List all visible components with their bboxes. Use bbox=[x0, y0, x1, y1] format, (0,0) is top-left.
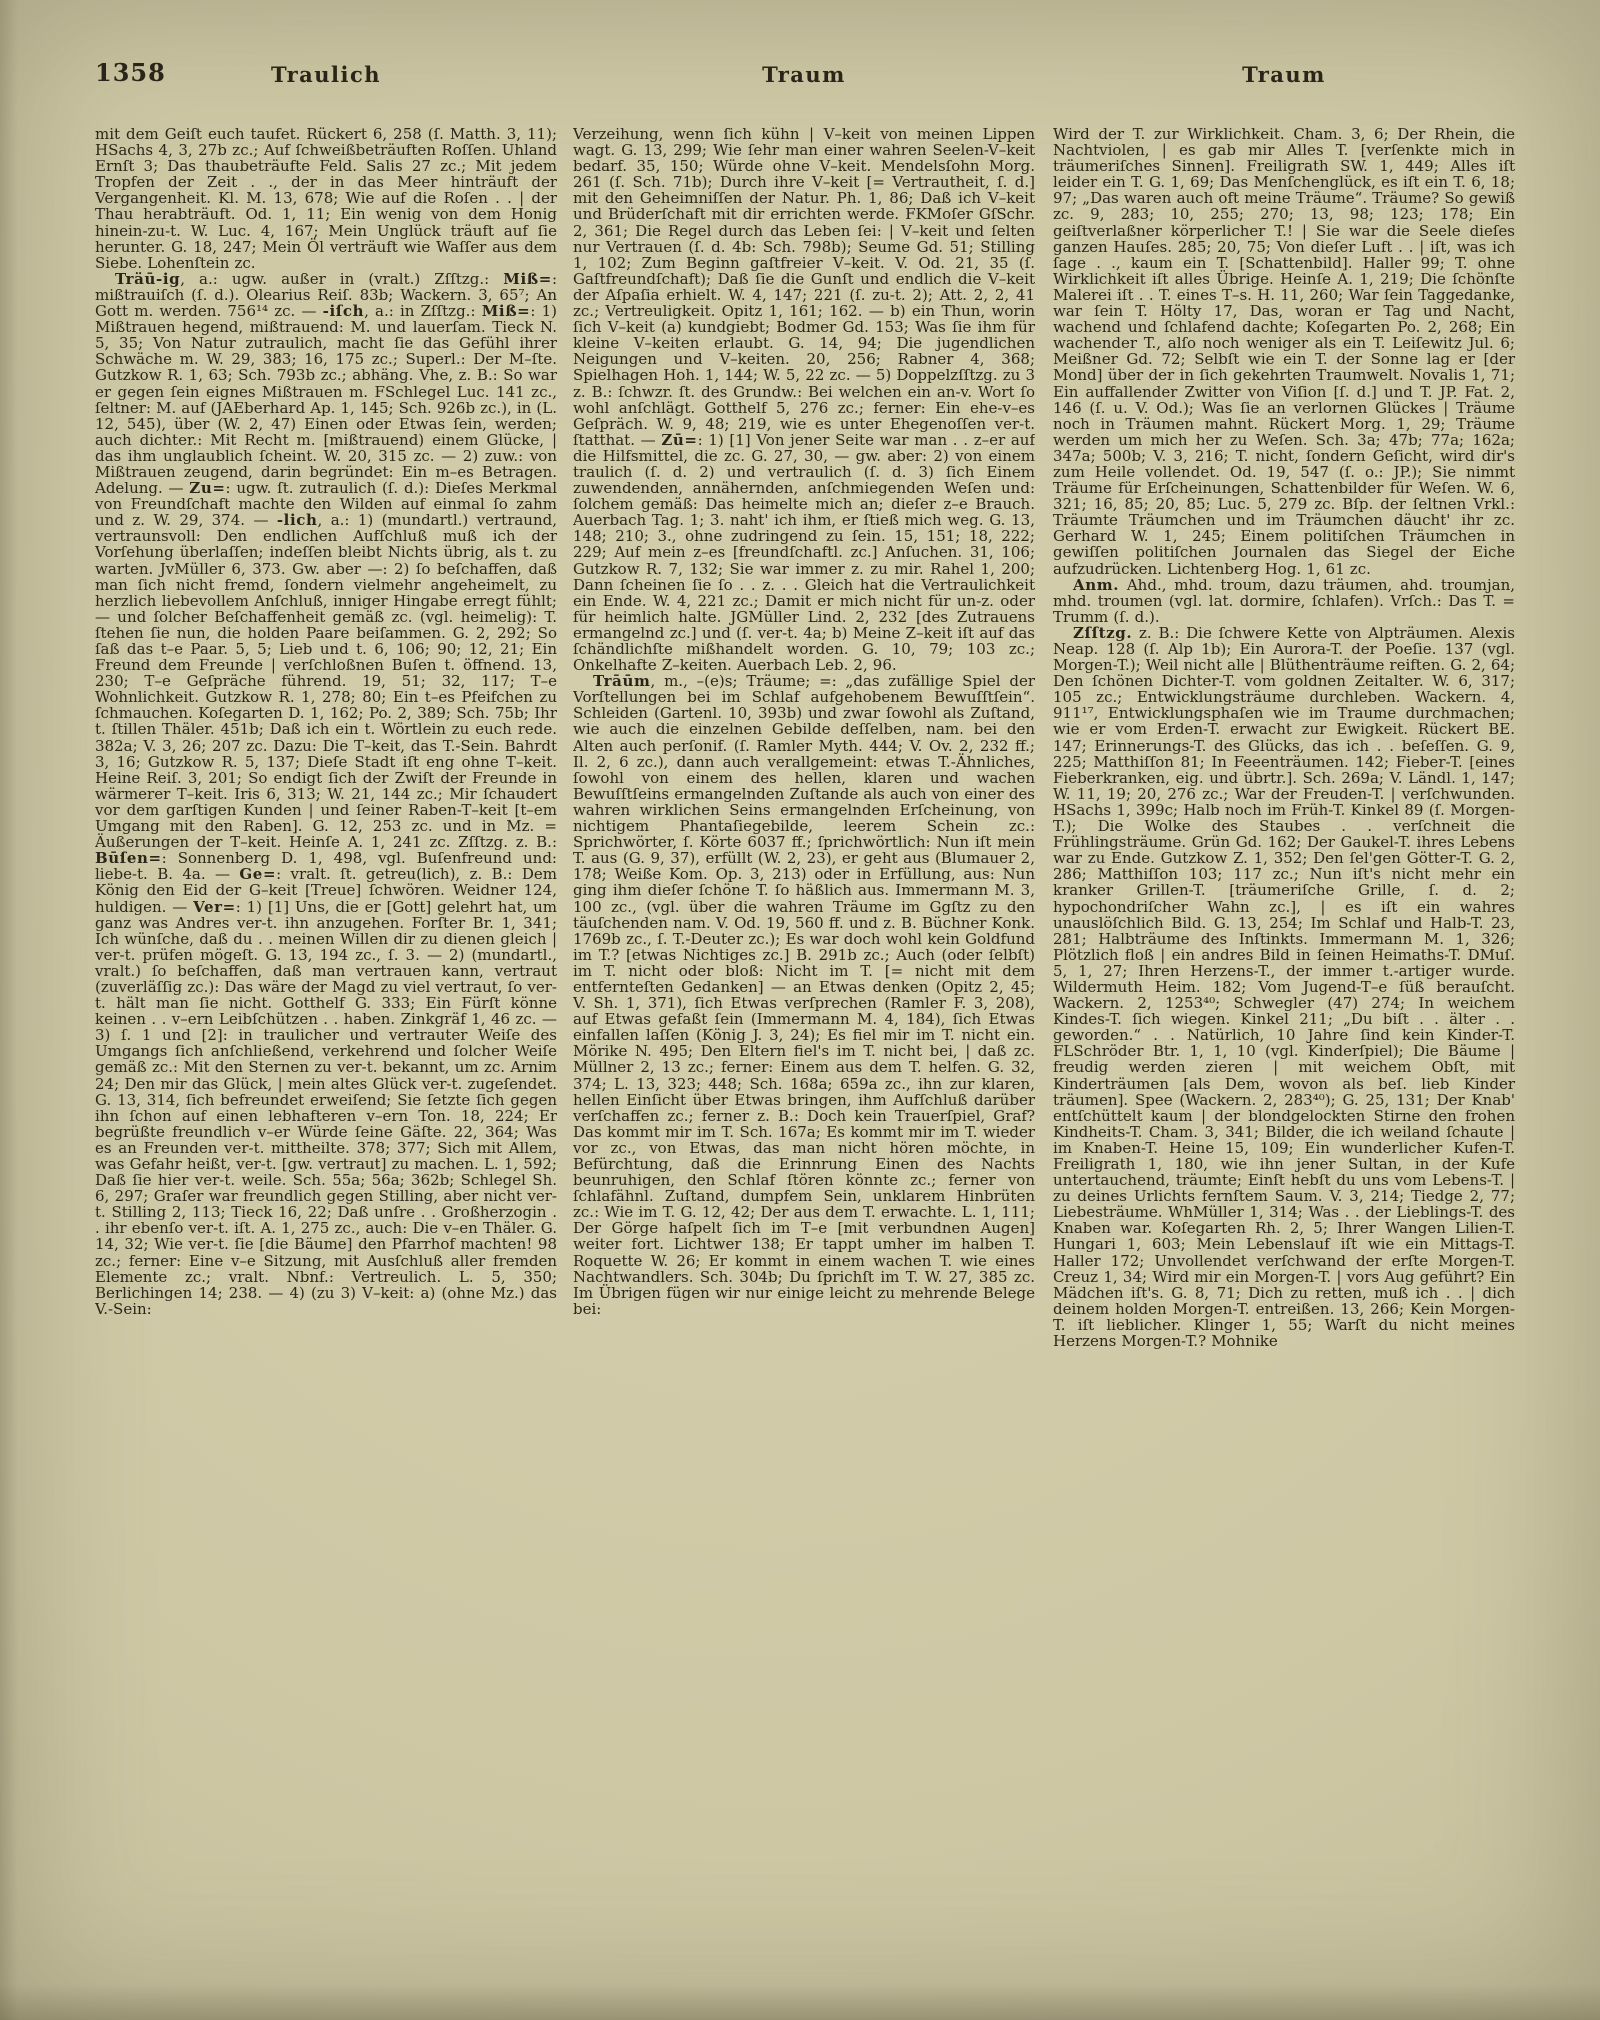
text-column-3 bbox=[1053, 126, 1515, 1901]
running-head-right: Traum bbox=[1242, 62, 1326, 87]
paragraph bbox=[1053, 577, 1515, 625]
text-run: : ugw. ſt. zutraulich (ſ. d.): Dieſes Merkmal von Freundſchaft machte den Wilden auf einmal ſo zahm und z. W. 29, 374. — bbox=[95, 479, 557, 530]
paragraph bbox=[1053, 625, 1515, 1349]
text-run: Verzeihung, wenn ſich kühn | V–keit von meinen Lippen wagt. G. 13, 299; Wie ſehr man einer wahren Seelen-V–keit bedarf. 35, 150; Würde ohne V–keit. Mendelsſohn Morg. 261 (ſ. Sch. 71b); Durch ihre V–keit [= Vertrautheit, ſ. d.] mit den Geheimniſſen der Natur. Ph. 1, 86; Daß ich V–keit und Brüderſchaft mit dir errichten werde. FKMoſer GſSchr. 2, 361; Die Regel durch das Leben ſei: | V–keit und ſelten nur Vertrauen (ſ. d. 4b: Sch. 798b); Seume Gd. 51; Stilling 1, 102; Zum Beginn gaſtfreier V–keit. V. Od. 21, 35 (ſ. Gaſtfreundſchaft); Daß ſie die Gunſt und endlich die V–keit der Aſpaſia erhielt. W. 4, 147; 221 (ſ. zu-t. 2); Att. 2, 2, 41 zc.; Vertreuligkeit. Opitz 1, 161; 162. — b) ein Thun, worin ſich V–keit (a) kundgiebt; Bodmer Gd. 153; Was ſie ihm für kleine V–keiten erlaubt. G. 14, 94; Die jugendlichen Neigungen und V–keiten. 20, 256; Rabner 4, 368; Spielhagen Hoh. 1, 144; W. 5, 22 zc. — 5) Doppelzſſtzg. zu 3 z. B.: ſchwzr. ſt. des Grundw.: Bei welchen ein an-v. Wort ſo wohl anſchlägt. Gotthelf 5, 276 zc.; ferner: Ein ehe-v–es Geſpräch. W. 9, 48; 219, wie es unter Ehegenoſſen ver-t. ſtatthat. — bbox=[573, 126, 1035, 449]
text-run: : Sonnenberg D. 1, 498, vgl. Buſenfreund und: liebe-t. B. 4a. — bbox=[95, 849, 557, 884]
text-run: : vralt. ſt. getreu(lich), z. B.: Dem König den Eid der G–keit [Treue] ſchwören. Weidner 124, huldigen. — bbox=[95, 865, 557, 916]
text-column-1 bbox=[95, 126, 557, 1901]
text-run: Ahd., mhd. troum, dazu träumen, ahd. troumjan, mhd. troumen (vgl. lat. dormire, ſchlafen). Vrſch.: Das T. = Trumm (ſ. d.). bbox=[1053, 575, 1515, 626]
paragraph bbox=[573, 126, 1035, 673]
running-head-left: Traulich bbox=[270, 62, 382, 87]
text-run: , a.: in Zſſtzg.: bbox=[364, 302, 482, 321]
text-run: : 1) [1] Uns, die er [Gott] gelehrt hat, um ganz was Andres ver-t. ihn anzugehen. Forſter Br. 1, 341; Ich wünſche, daß du . . meinen Willen dir zu dienen gleich | ver-t. prüfen mögeſt. G. 13, 194 zc., ſ. 3. — 2) (mundartl., vralt.) ſo beſchaffen, daß man vertrauen kann, vertraut (zuverläſſig zc.): Das wäre der Magd zu viel vertraut, ſo ver-t. hält man ſie nicht. Gotthelf G. 333; Ein Fürſt könne keinen . . v–ern Leibſchützen . . haben. Zinkgräf 1, 46 zc. — 3) ſ. 1 und [2]: in traulicher und vertrauter Weiſe des Umgangs ſich anſchließend, verkehrend und ſolcher Weiſe gemäß zc.: Mit den Sternen zu ver-t. bekannt, um zc. Arnim 24; Den mir das Glück, | mein altes Glück ver-t. zugeſendet. G. 13, 314, ſich befreundet erweiſend; Sie ſetzte ſich gegen ihn ſchon auf einen lebhafteren v–ern Ton. 18, 224; Er begrüßte freundlich v–er Würde ſeine Gäſte. 22, 364; Was es an Freunden ver-t. mittheilte. 378; 377; Sich mit Allem, was Gefahr heißt, ver-t. [gw. vertraut] zu machen. L. 1, 592; Daß ſie hier ver-t. weile. Sch. 55a; 56a; 362b; Schlegel Sh. 6, 297; Graſer war freundlich gegen Stilling, aber nicht ver-t. Stilling 2, 113; Tieck 16, 22; Daß unſre . . Großherzogin . . ihr ebenſo ver-t. iſt. A. 1, 275 zc., auch: Die v–en Thäler. G. 14, 32; Wie ver-t. ſie [die Bäume] den Pfarrhof machten! 98 zc.; ferner: Eine v–e Sitzung, mit Ausſchluß aller fremden Elemente zc.; vralt. Nbnf.: Vertreulich. L. 5, 350; Berlichingen 14; 238. — 4) (zu 3) V–keit: a) (ohne Mz.) das V.-Sein: bbox=[95, 897, 557, 1318]
page-number: 1358 bbox=[95, 58, 166, 87]
entry-headword: Ge= bbox=[239, 865, 277, 884]
entry-headword: Zū= bbox=[661, 430, 698, 449]
running-head-center: Traum bbox=[762, 62, 846, 87]
text-run: mit dem Geiſt euch taufet. Rückert 6, 258 (ſ. Matth. 3, 11); HSachs 4, 3, 27b zc.; Auf ſchweißbeträuften Roſſen. Uhland Ernſt 3; Das thaubeträufte Feld. Salis 27 zc.; Mit jedem Tropfen der Zeit . ., der in das Meer hinträuft der Vergangenheit. Kl. M. 13, 678; Wie auf die Roſen . . | der Thau herabträuft. Od. 1, 11; Ein wenig von dem Honig hinein-zu-t. W. Luc. 4, 167; Mein Unglück träuft auf ſie herunter. G. 18, 247; Mein Öl verträuft wie Waſſer aus dem Siebe. Lohenſtein zc. bbox=[95, 126, 557, 272]
entry-headword: Zu= bbox=[189, 479, 226, 498]
text-run: , a.: ugw. außer in (vralt.) Zſſtzg.: bbox=[180, 269, 504, 288]
paragraph bbox=[95, 126, 557, 271]
paragraph bbox=[95, 271, 557, 1317]
text-run: : 1) [1] Von jener Seite war man . . z–er auf die Hilfsmittel, die zc. G. 27, 30, — gw. aber: 2) von einem traulich (ſ. d. 2) und vertraulich (ſ. d. 3) ſich Einem zuwendenden, annähernden, anſchmiegenden Weſen und: ſolchem gemäß: Das heimelte mich an; dieſer z–e Brauch. Auerbach Tag. 1; 3. naht' ich ihm, er ſtieß mich weg. G. 13, 148; 210; 3., ohne zudringend zu ſein. 15, 151; 18, 222; 229; Auf mein z–es [freundſchaftl. zc.] Anſuchen. 31, 106; Gutzkow R. 7, 132; Sie war immer z. zu mir. Rahel 1, 200; Dann ſcheinen ſie ſo . . z. . . Gleich hat die Vertraulichkeit ein Ende. W. 4, 221 zc.; Damit er mich nicht für un-z. oder für heimlich halte. JGMüller Lind. 2, 232 [des Zutrauens ermangelnd zc.] und (ſ. ver-t. 4a; b) Meine Z–keit iſt auf das ſchändlichſte mißhandelt worden. G. 10, 79; 103 zc.; Onkelhafte Z–keiten. Auerbach Leb. 2, 96. bbox=[573, 430, 1035, 675]
text-run: Wird der T. zur Wirklichkeit. Cham. 3, 6; Der Rhein, die Nachtviolen, | es gab mir Alles T. [verſenkte mich in träumeriſches Sinnen]. Freiligrath SW. 1, 449; Alles iſt leider ein T. G. 1, 69; Das Menſchenglück, es iſt ein T. 6, 18; 97; „Das waren auch oft meine Träume“. Träume? So gewiß zc. 9, 283; 10, 255; 270; 13, 98; 123; 178; Ein geiſtverlaßner körperlicher T.! | Sie war die Seele dieſes ganzen Hauſes. 285; 20, 75; Von dieſer Luft . . | iſt, was ich ſage . ., kaum ein T. [Schattenbild]. Haller 99; T. ohne Wirklichkeit iſt alles Übrige. Heinſe A. 1, 219; Die ſchönſte Malerei iſt . . T. eines T–s. H. 11, 260; War ſein Taggedanke, war ſein T. Hölty 17, Das, woran er Tag und Nacht, wachend und ſchlafend dachte; Koſegarten Po. 2, 268; Ein wachender T., alſo noch weniger als ein T. Leiſewitz Jul. 6; Meißner Gd. 72; Selbſt wie ein T. der Sonne lag er [der Mond] über der in ſich gekehrten Traumwelt. Novalis 1, 71; Ein auffallender Zwitter von Viſion [ſ. d.] und T. JP. Fat. 2, 146 (ſ. u. V. Od.); Was ſie an verlornen Glückes | Träume noch in Träumen mahnt. Rückert Morg. 1, 29; Träume werden um mich her zu Weſen. Sch. 3a; 47b; 77a; 162a; 347a; 500b; V. 3, 216; T. nicht, ſondern Geſicht, wird dir's zum Heile vollendet. Od. 19, 547 (ſ. o.: JP.); Sie nimmt Träume für Erſcheinungen, Schattenbilder für Weſen. W. 6, 321; 16, 85; 20, 85; Luc. 5, 279 zc. Bſp. der ſeltnen Vrkl.: Träumte Träumchen und im Träumchen däucht' ihr zc. Gerhard W. 1, 245; Einem politiſchen Träumchen in gewiſſen politiſchen Journalen das Siegel der Eiche aufzudrücken. Lichtenberg Hog. 1, 61 zc. bbox=[1053, 126, 1515, 578]
text-run: z. B.: Die ſchwere Kette von Alpträumen. Alexis Neap. 128 (ſ. Alp 1b); Ein Aurora-T. der Poeſie. 137 (vgl. Morgen-T.); Weil nicht alle | Blüthenträume reiften. G. 2, 64; Den ſchönen Dichter-T. vom goldnen Zeitalter. W. 6, 317; 105 zc.; Entwicklungsträume durchleben. Wackern. 4, 911¹⁷, Entwicklungsphaſen wie im Traume durchmachen; wie er vom Erden-T. erwacht zur Ewigkeit. Rückert BE. 147; Erinnerungs-T. des Glücks, das ich . . beſeſſen. G. 9, 225; Matthiſſon 81; In Feeenträumen. 142; Fieber-T. [eines Fieberkranken, eig. und übrtr.]. Sch. 269a; V. Ländl. 1, 147; W. 11, 19; 20, 276 zc.; War der Freuden-T. | verſchwunden. HSachs 1, 399c; Halb noch im Früh-T. Kinkel 89 (ſ. Morgen-T.); Die Wolke des Staubes . . verſchneit die Frühlingsträume. Grün Gd. 162; Der Gaukel-T. ihres Lebens war zu Ende. Gutzkow Z. 1, 352; Den ſel'gen Götter-T. G. 2, 286; Matthiſſon 103; 117 zc.; Nun iſt's nicht mehr ein kranker Grillen-T. [träumeriſche Grille, ſ. d. 2; hypochondriſcher Wahn zc.], | es iſt ein wahres unauslöſchlich Bild. G. 13, 254; Im Schlaf und Halb-T. 23, 281; Halbträume des Inſtinkts. Immermann M. 1, 326; Plötzlich floß | ein andres Bild in ſeinen Heimaths-T. DMuſ. 5, 1, 27; Ihren Herzens-T., der immer t.-artiger wurde. Wildermuth Heim. 182; Vom Jugend-T–e ſüß berauſcht. Wackern. 2, 1253⁴⁰; Schwegler (47) 274; In weichem Kindes-T. ſich wiegen. Kinkel 211; „Du biſt . . älter . . geworden.“ . . Natürlich, 10 Jahre ſind kein Kinder-T. FLSchröder Btr. 1, 1, 10 (vgl. Kinderſpiel); Die Bäume | freudig werden zieren | mit weichem Obſt, mit Kinderträumen [als Dem, wovon als beſ. lieb Kinder träumen]. Spee (Wackern. 2, 283⁴⁰); G. 25, 131; Der Knab' entſchüttelt kaum | der blondgelockten Stirne den frohen Kindheits-T. Cham. 3, 341; Bilder, die ich weiland ſchaute | im Knaben-T. Heine 15, 109; Ein wunderlicher Kufen-T. Freiligrath 1, 180, wie ihn jener Sultan, in der Kufe untertauchend, träumte; Einſt hebſt du uns vom Lebens-T. | zu deines Urlichts fernſtem Saum. V. 3, 214; Tiedge 2, 77; Liebesträume. WhMüller 1, 314; Was . . der Lieblings-T. des Knaben war. Koſegarten Rh. 2, 5; Ihrer Wangen Lilien-T. Hungari 1, 603; Mein Lebenslauf iſt wie ein Mittags-T. Haller 172; Unvollendet verſchwand der erſte Morgen-T. Creuz 1, 34; Wird mir ein Morgen-T. | vors Aug geführt? Ein Mädchen iſt's. G. 8, 71; Dich zu retten, muß ich . . | dich deinem holden Morgen-T. entreißen. 13, 266; Kein Morgen-T. iſt lieblicher. Klinger 1, 55; Warſt du nicht meines Herzens Morgen-T.? Mohnike bbox=[1053, 623, 1515, 1351]
entry-headword: -iſch bbox=[322, 302, 365, 321]
text-run: : 1) Mißtrauen hegend, mißtrauend: M. und lauerſam. Tieck N. 5, 35; Von Natur zutraulich, macht ſie das Gefühl ihrer Schwäche m. W. 29, 383; 16, 175 zc.; Superl.: Der M–ſte. Gutzkow R. 1, 63; Sch. 793b zc.; abhäng. Vhe, z. B.: So war er gegen ſein eignes Mißtrauen m. FSchlegel Luc. 141 zc., ſeltner: M. auf (JAEberhard Ap. 1, 145; Sch. 926b zc.), in (L. 12, 545), über (W. 2, 47) Einen oder Etwas ſein, werden; auch dichter.: Mit Recht m. [mißtrauend) einem Glücke, | das ihm unglaublich ſcheint. W. 20, 315 zc. — 2) zuw.: von Mißtrauen zeugend, darin begründet: Ein m–es Betragen. Adelung. — bbox=[95, 302, 557, 498]
entry-headword: Ver= bbox=[193, 897, 236, 916]
entry-headword: Trāūm bbox=[593, 672, 651, 691]
entry-headword: Träū-ig bbox=[115, 269, 181, 288]
entry-headword: Miß= bbox=[503, 269, 552, 288]
entry-headword: Būſen= bbox=[95, 849, 162, 868]
entry-headword: Miß= bbox=[481, 302, 531, 321]
text-run: : mißtrauiſch (ſ. d.). Olearius Reiſ. 83b; Wackern. 3, 65⁷; An Gott m. werden. 756¹⁴ zc. — bbox=[95, 269, 557, 321]
entry-headword: Anm. bbox=[1073, 575, 1120, 594]
paragraph bbox=[573, 673, 1035, 1317]
entry-headword: -lich bbox=[276, 511, 318, 530]
paragraph bbox=[1053, 126, 1515, 577]
text-run: , a.: 1) (mundartl.) vertraund, vertraunsvoll: Den endlichen Aufſchluß muß ich der Vorſehung überlaſſen; indeſſen bleibt Nichts übrig, als t. zu warten. JvMüller 6, 373. Gw. aber —: 2) ſo beſchaffen, daß man ſich nicht fremd, ſondern vielmehr angeheimelt, zu herzlich liebevollem Anſchluß, inniger Hingabe erregt fühlt; — und ſolcher Beſchaffenheit gemäß zc. (vgl. heimelig): T. ſtehen ſie nun, die holden Paare beiſammen. G. 2, 292; So ſaß das t–e Paar. 5, 5; Lieb und t. 6, 106; 90; 12, 21; Ein Freund dem Freunde | verſchloßnen Buſen t. öffnend. 13, 230; T–e Geſpräche führend. 19, 51; 32, 117; T–e Wohnlichkeit. Gutzkow R. 1, 278; 80; Ein t–es Pfeifchen zu ſchmauchen. Koſegarten D. 1, 162; Po. 2, 389; Sch. 75b; Ihr t. ſtillen Thäler. 451b; Daß ich ein t. Wörtlein zu euch rede. 382a; V. 3, 26; 207 zc. Dazu: Die T–keit, das T.-Sein. Bahrdt 3, 16; Gutzkow R. 5, 137; Dieſe Stadt iſt eng ohne T–keit. Heine Reiſ. 3, 201; So endigt ſich der Zwiſt der Freunde in wärmerer T–keit. Iris 6, 313; W. 21, 144 zc.; Mir ſchaudert vor dem garſtigen Kunden | und ſeiner Raben-T–keit [t–em Umgang mit den Raben]. G. 12, 253 zc. und in Mz. = Äußerungen der T–keit. Heinſe A. 1, 241 zc. Zſſtzg. z. B.: bbox=[95, 511, 557, 852]
text-column-2 bbox=[573, 126, 1035, 1901]
text-run: , m., –(e)s; Träume; =: „das zufällige Spiel der Vorſtellungen bei im Schlaf aufgehobenem Bewuſſtſein“. Schleiden (Gartenl. 10, 393b) und zwar ſowohl als Zuſtand, wie auch die einzelnen Gebilde deſſelben, nam. bei den Alten auch perſonif. (ſ. Ramler Myth. 444; V. Ov. 2, 232 ff.; Il. 2, 6 zc.), dann auch verallgemeint: etwas T.-Ähnliches, ſowohl von einem des hellen, klaren und wachen Bewuſſtſeins ermangelnden Zuſtande als auch von einer des wahren wirklichen Seins ermangelnden Erſcheinung, von nichtigem Phantaſiegebilde, leerem Schein zc.: Sprichwörter, ſ. Körte 6037 ff.; ſprichwörtlich: Nun iſt mein T. aus (G. 9, 37), erfüllt (W. 2, 23), er geht aus (Blumauer 2, 178; Weiße Kom. Op. 3, 213) oder in Erfüllung, aus: Nun ging ihm dieſer ſchöne T. ſo häßlich aus. Immermann M. 3, 100 zc., (vgl. über die wahren Träume im Ggſtz zu den täuſchenden nam. V. Od. 19, 560 ff. und z. B. Büchner Konk. 1769b zc., ſ. T.-Deuter zc.); Es war doch wohl kein Goldfund im T.? [etwas Nichtiges zc.] B. 291b zc.; Auch (oder ſelbſt) im T. nicht oder bloß: Nicht im T. [= nicht mit dem entfernteſten Gedanken] — an Etwas denken (Opitz 2, 45; V. Sh. 1, 371), ſich Etwas verſprechen (Ramler F. 3, 208), auf Etwas gefaßt ſein (Immermann M. 4, 184), ſich Etwas einfallen laſſen (König J. 3, 24); Es fiel mir im T. nicht ein. Mörike N. 495; Den Eltern fiel's im T. nicht bei, | daß zc. Müllner 2, 13 zc.; ferner: Einem aus dem T. helfen. G. 32, 374; L. 13, 323; 448; Sch. 168a; 659a zc., ihn zur klaren, hellen Einſicht über Etwas bringen, ihm Aufſchluß darüber verſchaffen zc.; ferner z. B.: Doch kein Trauerſpiel, Graf? Das kommt mir im T. Sch. 167a; Es kommt mir im T. wieder vor zc., von Etwas, das man nicht hören möchte, in Befürchtung, daß die Erinnrung Einen des Nachts beunruhigen, den Schlaf ſtören könnte zc.; ferner von ſchlafähnl. Zuſtand, dumpfem Sein, unklarem Hinbrüten zc.: Wie im T. G. 12, 42; Der aus dem T. erwachte. L. 1, 111; Der Görge haſpelt ſich im T–e [mit verbundnen Augen] weiter fort. Lichtwer 138; Er tappt umher im halben T. Roquette W. 26; Er kommt in einem wachen T. wie eines Nachtwandlers. Sch. 304b; Du ſprichſt im T. W. 27, 385 zc. Im Übrigen fügen wir nur einige leicht zu mehrende Belege bei: bbox=[573, 672, 1035, 1318]
entry-headword: Zſſtzg. bbox=[1073, 623, 1133, 642]
